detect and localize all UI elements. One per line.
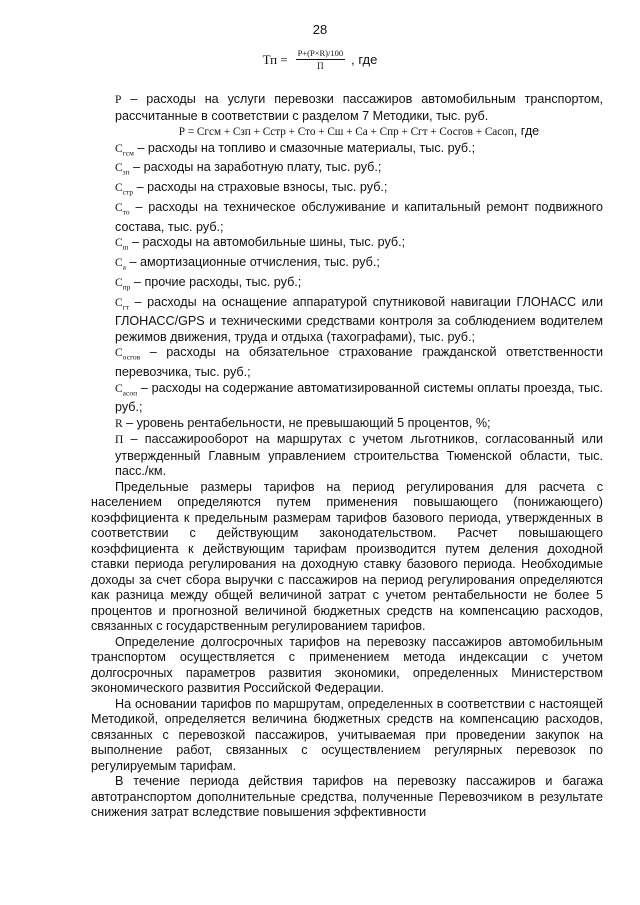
definition-symbol-subscript: осгов	[122, 352, 141, 362]
definitions-list	[115, 141, 603, 480]
definition-text: – уровень рентабельности, не превышающий 5 процентов, %;	[122, 415, 491, 430]
definition-symbol-subscript: а	[122, 262, 127, 272]
body-text	[91, 92, 603, 821]
tariff-formula-denominator: П	[317, 61, 324, 71]
definition-symbol-subscript: то	[122, 207, 130, 217]
definition-item	[115, 255, 603, 275]
definition-symbol	[115, 276, 131, 292]
definition-item	[115, 141, 603, 161]
definition-symbol	[115, 256, 127, 272]
definition-symbol-subscript: пр	[122, 282, 131, 292]
definition-symbol	[115, 143, 134, 155]
definition-symbol-subscript: ш	[122, 242, 129, 252]
definition-symbol-base: С	[115, 182, 123, 195]
definition-symbol	[115, 383, 137, 395]
definition-p	[115, 92, 603, 124]
definition-symbol-base: С	[115, 162, 123, 175]
definition-text: – прочие расходы, тыс. руб.;	[130, 274, 302, 289]
definition-text: – расходы на оснащение аппаратурой спутниковой навигации ГЛОНАСС или ГЛОНАСС/GPS и техническими средствами контроля за соблюдением водителем режимов движения, труда и отдыха (тахографами), тыс. руб.;	[115, 294, 603, 344]
definition-item	[115, 345, 603, 380]
definition-item	[115, 275, 603, 295]
definition-item	[115, 432, 603, 480]
definition-item	[115, 295, 603, 346]
definition-symbol	[115, 297, 129, 309]
body-paragraph: В течение периода действия тарифов на перевозку пассажиров и багажа автотранспортом дополнительные средства, полученные Перевозчиком в результате снижения затрат вследствие повышения эффективности	[91, 774, 603, 820]
definition-text: – расходы на автомобильные шины, тыс. руб.;	[128, 235, 406, 250]
definition-symbol-base: С	[115, 256, 123, 269]
definition-item	[115, 381, 603, 416]
tariff-formula-suffix: , где	[351, 52, 378, 67]
definition-symbol-base: R	[115, 417, 123, 430]
expense-formula-text: Р = Сгсм + Сзп + Сстр + Сто + Сш + Са + Спр + Сгт + Сосгов + Сасоп	[178, 126, 514, 138]
definition-text: – расходы на техническое обслуживание и капитальный ремонт подвижного состава, тыс. руб.;	[115, 199, 603, 234]
definition-text: – пассажирооборот на маршрутах с учетом льготников, согласованный или утвержденный Главным управлением строительства Тюменской области, тыс. пасс./км.	[115, 432, 603, 479]
definition-symbol-base: П	[115, 434, 124, 447]
definition-symbol-subscript: гсм	[122, 147, 134, 157]
definition-symbol	[115, 347, 141, 362]
definition-symbol	[115, 418, 123, 430]
tariff-formula-numerator: Р+(Р×R)/100	[297, 48, 344, 58]
definition-symbol	[115, 237, 129, 252]
definition-item	[115, 416, 603, 433]
definition-item	[115, 235, 603, 255]
definition-symbol-base: С	[115, 296, 123, 309]
definition-symbol-base: С	[115, 276, 123, 289]
definition-symbol	[115, 182, 134, 197]
definition-symbol-base: С	[115, 347, 123, 360]
definition-symbol-subscript: стр	[122, 187, 134, 197]
paragraphs	[91, 480, 603, 821]
definition-text: – амортизационные отчисления, тыс. руб.;	[126, 254, 380, 269]
definition-text: – расходы на топливо и смазочные материалы, тыс. руб.;	[133, 140, 476, 155]
expense-formula-suffix: , где	[513, 124, 540, 138]
definition-symbol-base: С	[115, 142, 123, 155]
body-paragraph: На основании тарифов по маршрутам, определенных в соответствии с настоящей Методикой, определяется величина бюджетных средств на компенсацию расходов, связанных с перевозкой пассажиров, учитываемая при проведении закупок на выполнение работ, связанных с осуществлением регулярных перевозок по регулируемым тарифам.	[91, 696, 603, 773]
definition-text: – расходы на заработную плату, тыс. руб.;	[129, 160, 382, 175]
body-paragraph: Определение долгосрочных тарифов на перевозку пассажиров автомобильным транспортом осуществляется с применением метода индексации с учетом долгосрочных параметров развития экономики, определенных Министерством экономического развития Российской Федерации.	[91, 634, 603, 696]
page-number: 28	[312, 22, 328, 37]
body-paragraph: Предельные размеры тарифов на период регулирования для расчета с населением определяются путем применения повышающего (понижающего) коэффициента к предельным размерам тарифов базового периода, утвержденных в соответствии с действующим законодательством. Расчет повышающего коэффициента к действующим тарифам производится путем деления доходной ставки периода регулирования на доходную ставку базового периода. Необходимые доходы за счет сбора выручки с пассажиров на период регулирования определяются как разница между общей величиной затрат с учетом рентабельности не более 5 процентов и прогнозной величиной бюджетных средств на компенсацию расходов, связанных с государственным регулированием тарифов.	[91, 479, 603, 634]
expense-formula	[115, 124, 603, 141]
definition-symbol-base: С	[115, 201, 123, 214]
definition-text: – расходы на содержание автоматизированной системы оплаты проезда, тыс. руб.;	[115, 380, 603, 415]
definition-symbol-subscript: зп	[122, 167, 130, 177]
definition-symbol-subscript: гт	[122, 301, 130, 311]
definition-symbol: Р	[115, 94, 122, 106]
tariff-formula-fraction	[296, 48, 345, 71]
definition-text: – расходы на услуги перевозки пассажиров автомобильным транспортом, рассчитанные в соответствии с разделом 7 Методики, тыс. руб.	[115, 92, 603, 123]
tariff-formula	[0, 48, 640, 71]
definition-symbol	[115, 201, 130, 217]
definition-text: – расходы на страховые взносы, тыс. руб.;	[133, 180, 388, 195]
definition-symbol-base: С	[115, 237, 123, 250]
tariff-formula-lhs: Тп =	[262, 51, 288, 67]
definition-symbol	[115, 162, 130, 177]
definition-symbol-subscript: асоп	[122, 387, 138, 397]
definition-symbol-base: С	[115, 382, 123, 395]
definition-item	[115, 180, 603, 200]
definition-text: – расходы на обязательное страхование гражданской ответственности перевозчика, тыс. руб.;	[115, 345, 603, 380]
definition-item	[115, 200, 603, 235]
definition-item	[115, 160, 603, 180]
